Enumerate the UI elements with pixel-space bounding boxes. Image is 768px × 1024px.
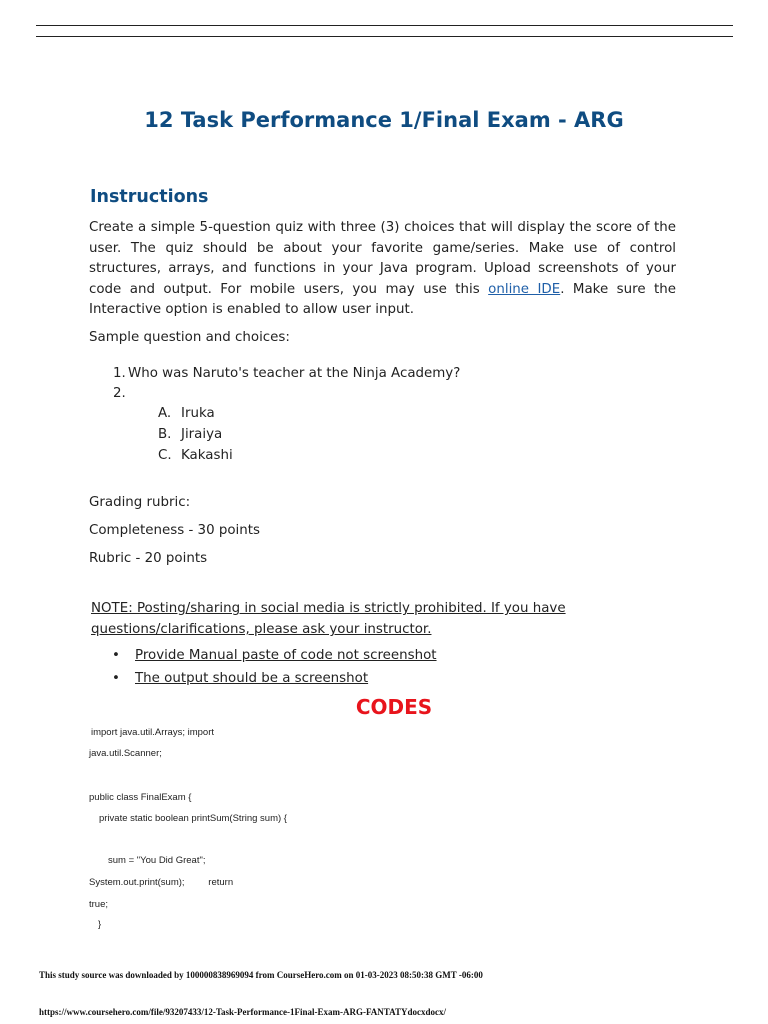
- choice-letter: C.: [158, 448, 172, 463]
- code-line: java.util.Scanner;: [89, 748, 162, 759]
- choice-text: Iruka: [181, 406, 215, 421]
- rubric-label: Grading rubric:: [89, 495, 191, 510]
- online-ide-link[interactable]: online IDE: [488, 281, 561, 297]
- rubric-completeness: Completeness - 30 points: [89, 523, 260, 538]
- codes-heading: CODES: [355, 695, 433, 719]
- instructions-heading: Instructions: [90, 187, 209, 207]
- code-line: private static boolean printSum(String sum) {: [99, 813, 287, 824]
- bullet-text: The output should be a screenshot: [135, 671, 369, 686]
- choice-letter: A.: [158, 406, 172, 421]
- top-rule: [36, 25, 733, 26]
- instructions-paragraph: [89, 218, 676, 321]
- choice-letter: B.: [158, 427, 172, 442]
- instructions-text-before: Create a simple 5-question quiz with three (3) choices that will display the score of the user. The quiz should be about your favorite game/series. Make use of control structures, arrays, and functions in your Java program. Upload screenshots of your code and output. For mobile users, you may use this: [89, 220, 676, 297]
- choice-text: Jiraiya: [181, 427, 223, 442]
- instructions-text-after: . Make sure the Interactive option is enabled to allow user input.: [89, 281, 676, 318]
- note-text: NOTE: Posting/sharing in social media is strictly prohibited. If you have questions/clarifications, please ask your instructor.: [91, 601, 566, 637]
- code-line: public class FinalExam {: [89, 792, 192, 803]
- code-line: System.out.print(sum); return: [89, 877, 234, 888]
- footer-source-url[interactable]: https://www.coursehero.com/file/93207433/12-Task-Performance-1Final-Exam-ARG-FANTATYdocxdocx/: [39, 1007, 446, 1017]
- code-line: sum = "You Did Great";: [108, 855, 206, 866]
- rubric-points: Rubric - 20 points: [89, 551, 208, 566]
- sample-label: Sample question and choices:: [89, 330, 290, 345]
- page-title: 12 Task Performance 1/Final Exam - ARG: [144, 108, 624, 132]
- bullet-text: Provide Manual paste of code not screenshot: [135, 648, 437, 663]
- choice-text: Kakashi: [181, 448, 233, 463]
- code-line: }: [98, 919, 102, 930]
- bullet-icon: •: [112, 648, 120, 663]
- top-rule-secondary: [36, 36, 733, 37]
- list-item-number: 2.: [113, 386, 126, 401]
- code-line: true;: [89, 899, 109, 910]
- bullet-icon: •: [112, 671, 120, 686]
- list-item: Who was Naruto's teacher at the Ninja Academy?: [128, 366, 461, 381]
- code-line: import java.util.Arrays; import: [91, 727, 215, 738]
- list-item-number: 1.: [113, 366, 126, 381]
- footer-download-notice: This study source was downloaded by 100000838969094 from CourseHero.com on 01-03-2023 08:50:38 GMT -06:00: [39, 970, 483, 980]
